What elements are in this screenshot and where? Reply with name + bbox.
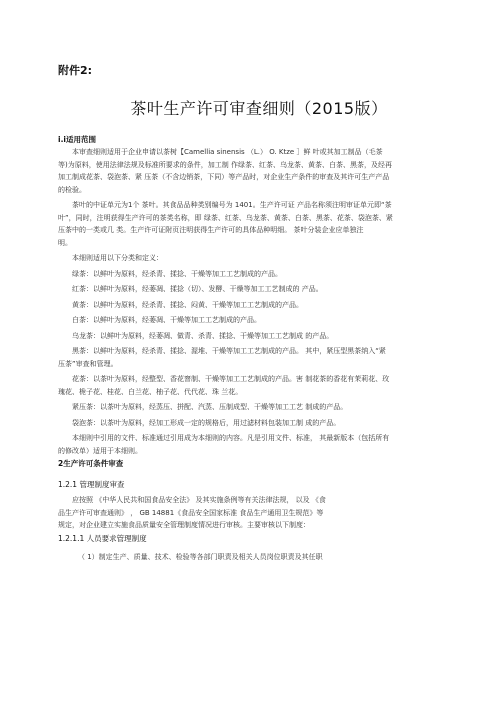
body-line: 规定，对企业建立实施食品质量安全管理制度情况进行审核。主要审核以下制度： xyxy=(58,521,310,529)
body-line: 的检验。 xyxy=(58,185,86,194)
body-line: 的修改单）适用于本细则。 xyxy=(58,446,142,455)
body-line: 本审查细则适用于企业申请以茶树【Camellia sinensis （L.） O. Ktze ］鲜 叶或其加工制品（毛茶 xyxy=(72,148,383,156)
body-line: 瑰花、桅子花、桂花、白兰花、柚子花、代代花、珠 兰花。 xyxy=(58,387,243,396)
definition-yellow-tea: 黄茶：以鲜叶为原料，经杀青、揉捻、闷黄、干燥等加工工艺制成的产品。 xyxy=(72,300,303,309)
body-line: 压茶”审查和管理。 xyxy=(58,359,118,368)
section-heading-scope: i.i适用范围 xyxy=(58,135,96,144)
definition-scented-tea: 花茶：以茶叶为原料，经整型、香花窨制、干燥等加工工艺制成的产品。害 制花茶的香花有茉莉花、玫 xyxy=(72,375,390,383)
subsection-heading-personnel: 1.2.1.1 人员要求管理制度 xyxy=(58,533,147,543)
body-line: 应按照 《中华人民共和国食品安全法》 及其实施条例等有关法律法规， 以及 《食 xyxy=(72,496,326,504)
body-line: 等)为原料，使用法律法规及标准所要求的条件，加工制 作绿茶、红茶、乌龙茶、黄茶、白茶、黑茶，及经再 xyxy=(58,160,392,169)
definition-dark-tea: 黑茶：以鲜叶为原料，经杀青、揉捻、渥堆、干燥等加工工艺制成的产品。 其中，紧压型黑茶纳入“紧 xyxy=(72,347,386,355)
attachment-label: 附件2: xyxy=(58,64,93,77)
body-line: 本细则适用以下分类和定义： xyxy=(72,254,163,262)
definition-green-tea: 绿茶：以鲜叶为原料，经杀青、揉捻、干燥等加工工艺制成的产品。 xyxy=(72,269,282,278)
definition-tea-bag: 袋泡茶：以茶叶为原料，经加工形成一定的规格后，用过滤材料包装加工制 成的产品。 xyxy=(72,418,341,427)
body-line: 品生产许可审查通则》 ， GB 14881《食品安全国家标准 食品生产通用卫生规范》等 xyxy=(58,508,324,517)
body-line: 加工制成花茶、袋泡茶、紧 压茶（不含边销茶，下同）等产品时，对企业生产条件的审查及其许可生产产品 xyxy=(58,173,390,181)
definition-oolong-tea: 乌龙茶：以鲜叶为原料，经萎凋、做青、杀青、揉捻、干燥等加工工艺制成 的产品。 xyxy=(72,331,334,340)
body-line: （ 1）制定生产、质量、技术、检验等各部门职责及相关人员岗位职责及其任职 xyxy=(78,552,323,561)
body-line: 压茶中的一类或几 类。生产许可证附页注明获得生产许可的具体品种明细。 茶叶分装企业应单独注 xyxy=(58,226,364,234)
body-line: 叶”，同时，注明获得生产许可的茶类名称，即 绿茶、红茶、乌龙茶、黄茶、白茶、黑茶、花茶、袋泡茶、紧 xyxy=(58,213,393,222)
document-title: 茶叶生产许可审查细则（2015版） xyxy=(130,99,388,118)
body-line: 本细则中引用的文件、标准通过引用成为本细则的内容。凡是引用文件、标准， 其最新版本（包括所有 xyxy=(72,434,390,442)
definition-black-tea: 红茶：以鲜叶为原料，经萎凋、揉捻（切）、发酵、干燥等加工工艺制成的 产品。 xyxy=(72,285,323,293)
subsection-heading-management: 1.2.1 管理制度审查 xyxy=(58,480,125,489)
body-line: 明。 xyxy=(58,238,72,247)
body-line: 茶叶的中证单元为1个 茶叶。其食品品种类别编号为 1401。生产许可证 产品名称须注明审证单元即“茶 xyxy=(72,201,392,209)
section-heading-conditions: 2生产许可条件审查 xyxy=(58,459,124,468)
definition-white-tea: 白茶：以鲜叶为原料，经萎凋、干燥等加工工艺制成的产品。 xyxy=(72,316,261,324)
definition-compressed-tea: 紧压茶：以茶叶为原料，经蒸压、拼配、汽蒸、压制成型、干燥等加工工艺 制成的产品。 xyxy=(72,403,348,411)
